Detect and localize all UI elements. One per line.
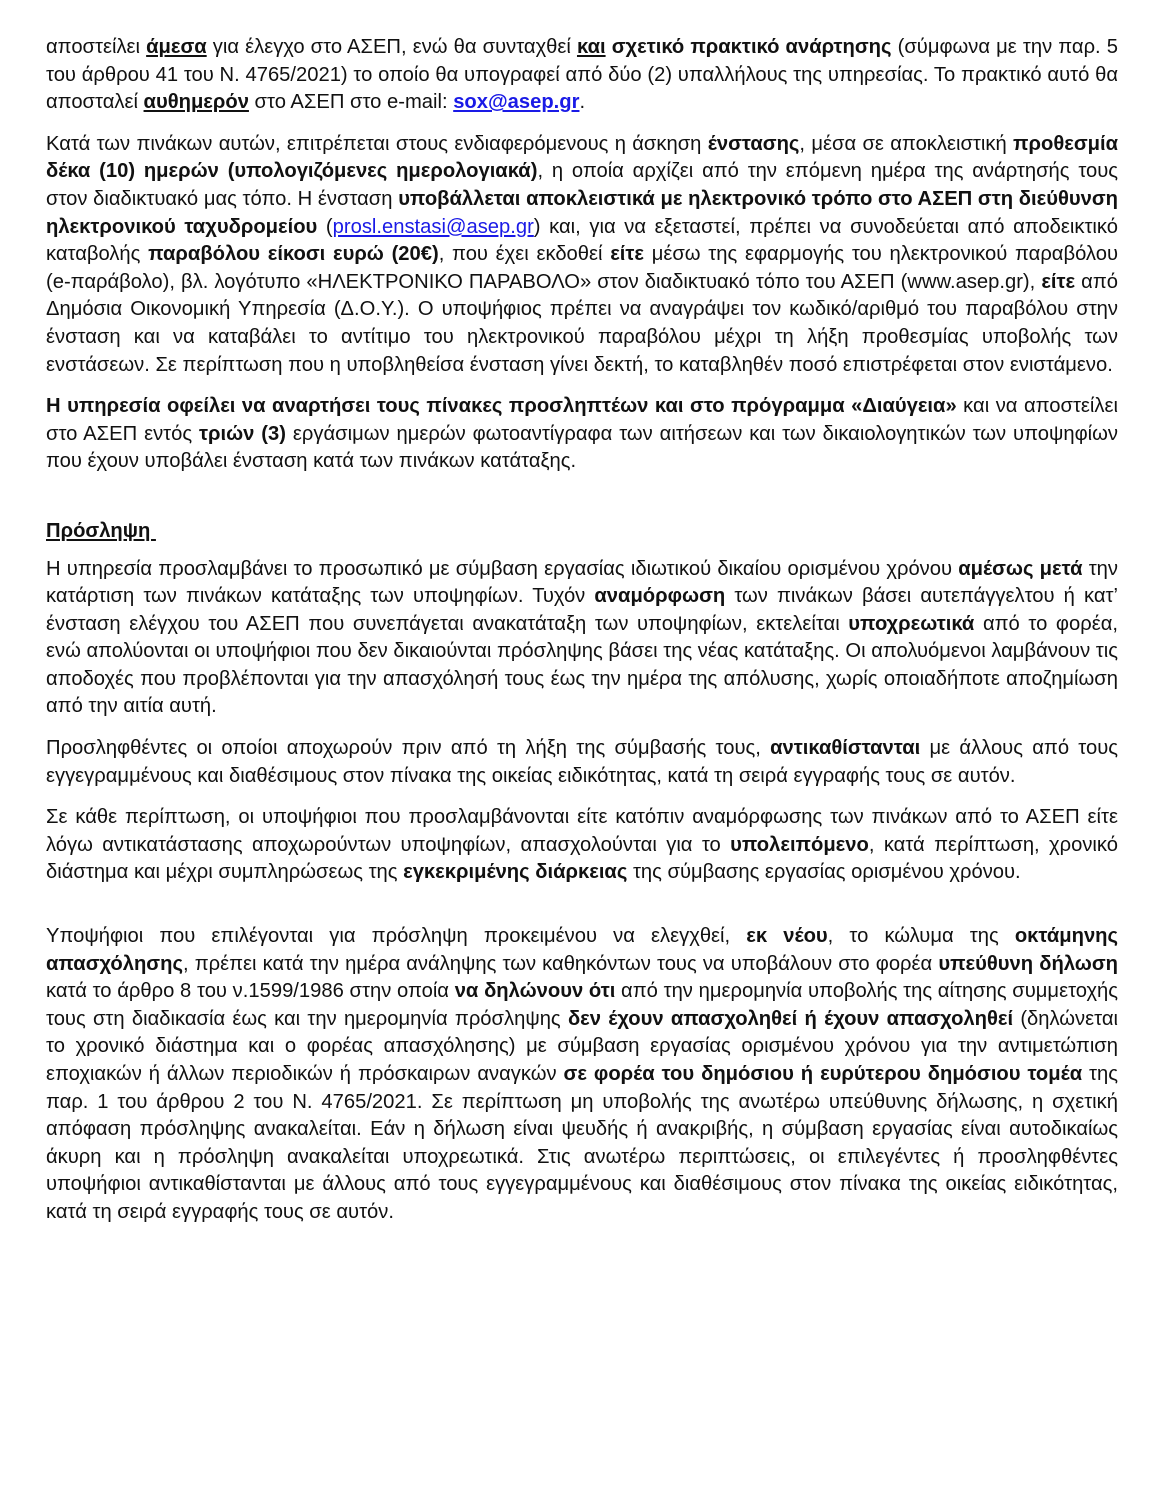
text-run: (σύμφωνα με την παρ. 5 του άρθρου 41 του Ν. 4765/2021) το οποίο θα υπογραφεί από δύο (2) υπαλλήλους της υπηρεσίας. Το πρακτικό αυτό θα αποσταλεί: [46, 36, 1118, 114]
bold-text: τριών (3): [199, 422, 286, 445]
text-run: αποστείλει: [46, 36, 147, 58]
text-run: , το κώλυμα της: [827, 925, 1015, 948]
text-run: για έλεγχο στο ΑΣΕΠ, ενώ θα συνταχθεί: [206, 36, 577, 58]
bold-text: σχετικό πρακτικό ανάρτησης: [611, 36, 892, 58]
bold-text: είτε: [1041, 270, 1076, 293]
text-run: Η υπηρεσία προσλαμβάνει το προσωπικό με σύμβαση εργασίας ιδιωτικού δικαίου ορισμένου χρόνου: [46, 557, 959, 580]
text-run: την κατάρτιση των πινάκων κατάταξης των υποψηφίων. Τυχόν: [46, 557, 1118, 608]
bold-text: δεν έχουν απασχοληθεί ή έχουν απασχοληθεί: [567, 1007, 1014, 1030]
text-run: Κατά των πινάκων αυτών, επιτρέπεται στους ενδιαφερόμενους η άσκηση: [46, 132, 708, 155]
text-run: Υποψήφιοι που επιλέγονται για πρόσληψη προκειμένου να ελεγχθεί,: [46, 925, 747, 948]
bold-text: οκτάμηνης απασχόλησης: [46, 925, 1118, 975]
paragraph-remaining-duration: [46, 804, 1118, 887]
bold-text: σε φορέα του δημόσιου ή ευρύτερου δημόσιου τομέα: [563, 1063, 1083, 1085]
bold-text: υπεύθυνη δήλωση: [938, 952, 1118, 975]
text-run: Προσληφθέντες οι οποίοι αποχωρούν πριν από τη λήξη της σύμβασής τους,: [46, 737, 771, 760]
paragraph-diavgeia: [46, 393, 1118, 476]
text-run: , κατά περίπτωση, χρονικό διάστημα και μέχρι συμπληρώσεως της: [46, 833, 1118, 884]
bold-text: ένστασης: [707, 132, 800, 155]
bold-text: υπολειπόμενο: [730, 833, 869, 856]
bold-underlined-text: και: [576, 36, 606, 58]
paragraph-posting-report: [46, 34, 1118, 117]
email-link[interactable]: sox@asep.gr: [453, 91, 580, 114]
paragraph-replacement: [46, 735, 1118, 790]
paragraph-solemn-declaration: [46, 923, 1118, 1227]
bold-text: εκ νέου: [746, 925, 828, 948]
text-run: της σύμβασης εργασίας ορισμένου χρόνου.: [627, 861, 1021, 884]
text-run: , η οποία αρχίζει από την επόμενη ημέρα της ανάρτησής τους στον διαδικτυακό μας τόπο. Η ένσταση: [46, 160, 1118, 210]
text-run: στο ΑΣΕΠ στο e-mail:: [248, 91, 454, 114]
section-heading-hiring: Πρόσληψη: [46, 519, 156, 542]
bold-text: αντικαθίστανται: [770, 737, 921, 760]
bold-text: αναμόρφωση: [594, 585, 726, 608]
bold-text: υποβάλλεται αποκλειστικά με ηλεκτρονικό τρόπο στο ΑΣΕΠ στη διεύθυνση ηλεκτρονικού ταχυδρομείου: [46, 187, 1118, 238]
bold-text: προθεσμία δέκα (10) ημερών (υπολογιζόμενες ημερολογιακά): [46, 132, 1118, 183]
email-link[interactable]: prosl.enstasi@asep.gr: [332, 215, 534, 238]
text-run: , μέσα σε αποκλειστική: [799, 132, 1014, 155]
bold-underlined-text: άμεσα: [146, 36, 207, 58]
text-run: των πινάκων βάσει αυτεπάγγελτου ή κατ’ ένσταση ελέγχου του ΑΣΕΠ που συνεπάγεται ανακατάταξη των υποψηφίων, εκτελείται: [46, 585, 1118, 635]
text-run: μέσω της εφαρμογής του ηλεκτρονικού παραβόλου (e-παράβολο), βλ. λογότυπο «ΗΛΕΚΤΡΟΝΙΚΟ ΠΑΡΑΒΟΛΟ» στον διαδικτυακό τόπο του ΑΣΕΠ (www.asep.gr),: [46, 243, 1118, 293]
text-run: .: [579, 91, 586, 114]
paragraph-hiring: [46, 556, 1118, 722]
bold-underlined-text: αυθημερόν: [143, 91, 249, 114]
text-run: και να αποστείλει στο ΑΣΕΠ εντός: [46, 395, 1118, 445]
text-run: ) και, για να εξεταστεί, πρέπει να συνοδεύεται από αποδεικτικό καταβολής: [46, 215, 1118, 266]
text-run: (δηλώνεται το χρονικό διάστημα και ο φορέας απασχόλησης) με σύμβαση εργασίας ορισμένου χρόνου για την αντιμετώπιση εποχιακών ή άλλων περιοδικών ή πρόσκαιρων αναγκών: [46, 1007, 1118, 1085]
text-run: , που έχει εκδοθεί: [438, 243, 611, 266]
paragraph-objection: [46, 131, 1118, 379]
text-run: (: [317, 215, 333, 238]
text-run: από Δημόσια Οικονομική Υπηρεσία (Δ.Ο.Υ.). Ο υποψήφιος πρέπει να αναγράψει τον κωδικό/αριθμό του παραβόλου στην ένσταση και να καταβάλει το αντίτιμο του ηλεκτρονικού παραβόλου μέχρι τη λήξη προθεσμίας υποβολής των ενστάσεων. Σε περίπτωση που η υποβληθείσα ένσταση γίνει δεκτή, το καταβληθέν ποσό επιστρέφεται στον ενιστάμενο.: [46, 270, 1119, 376]
text-run: εργάσιμων ημερών φωτοαντίγραφα των αιτήσεων και των δικαιολογητικών των υποψηφίων που έχουν υποβάλει ένσταση κατά των πινάκων κατάταξης.: [46, 422, 1118, 473]
text-run: , πρέπει κατά την ημέρα ανάληψης των καθηκόντων τους να υποβάλουν στο φορέα: [182, 952, 939, 975]
text-run: κατά το άρθρο 8 του ν.1599/1986 στην οποία: [46, 980, 455, 1003]
bold-text: να δηλώνουν ότι: [454, 980, 616, 1003]
bold-text: Η υπηρεσία οφείλει να αναρτήσει τους πίνακες προσληπτέων και στο πρόγραμμα «Διαύγεια»: [46, 395, 957, 418]
bold-text: υποχρεωτικά: [848, 612, 975, 635]
bold-text: αμέσως μετά: [958, 557, 1083, 580]
text-run: από την ημερομηνία υποβολής της αίτησης συμμετοχής τους στη διαδικασία έως και την ημερομηνία πρόσληψης: [46, 980, 1118, 1030]
bold-text: παραβόλου είκοσι ευρώ (20€): [148, 243, 439, 266]
text-run: της παρ. 1 του άρθρου 2 του Ν. 4765/2021. Σε περίπτωση μη υποβολής της ανωτέρω υπεύθυνης δήλωσης, η σχετική απόφαση πρόσληψης ανακαλείται. Εάν η δήλωση είναι ψευδής ή ανακριβής, η σύμβαση εργασίας είναι αυτοδικαίως άκυρη και η πρόσληψη ανακαλείται υποχρεωτικά. Στις ανωτέρω περιπτώσεις, οι επιλεγέντες ή προσληφθέντες υποψήφιοι αντικαθίστανται με άλλους από τους εγγεγραμμένους και διαθέσιμους στον πίνακα της οικείας ειδικότητας, κατά τη σειρά εγγραφής τους σε αυτόν.: [46, 1063, 1118, 1223]
bold-text: εγκεκριμένης διάρκειας: [403, 861, 628, 884]
text-run: με άλλους από τους εγγεγραμμένους και διαθέσιμους στον πίνακα της οικείας ειδικότητας, κατά τη σειρά εγγραφής τους σε αυτόν.: [46, 737, 1118, 787]
text-run: από το φορέα, ενώ απολύονται οι υποψήφιοι που δεν δικαιούνται πρόσληψης βάσει της νέας κατάταξης. Οι απολυόμενοι λαμβάνουν τις αποδοχές που προβλέπονται για την απασχόλησή τους έως την ημέρα της απόλυσης, χωρίς οποιαδήποτε αποζημίωση από την αιτία αυτή.: [46, 612, 1118, 718]
bold-text: είτε: [610, 243, 644, 266]
text-run: Σε κάθε περίπτωση, οι υποψήφιοι που προσλαμβάνονται είτε κατόπιν αναμόρφωσης των πινάκων από το ΑΣΕΠ είτε λόγω αντικατάστασης αποχωρούντων υποψηφίων, απασχολούνται για το: [46, 806, 1118, 856]
